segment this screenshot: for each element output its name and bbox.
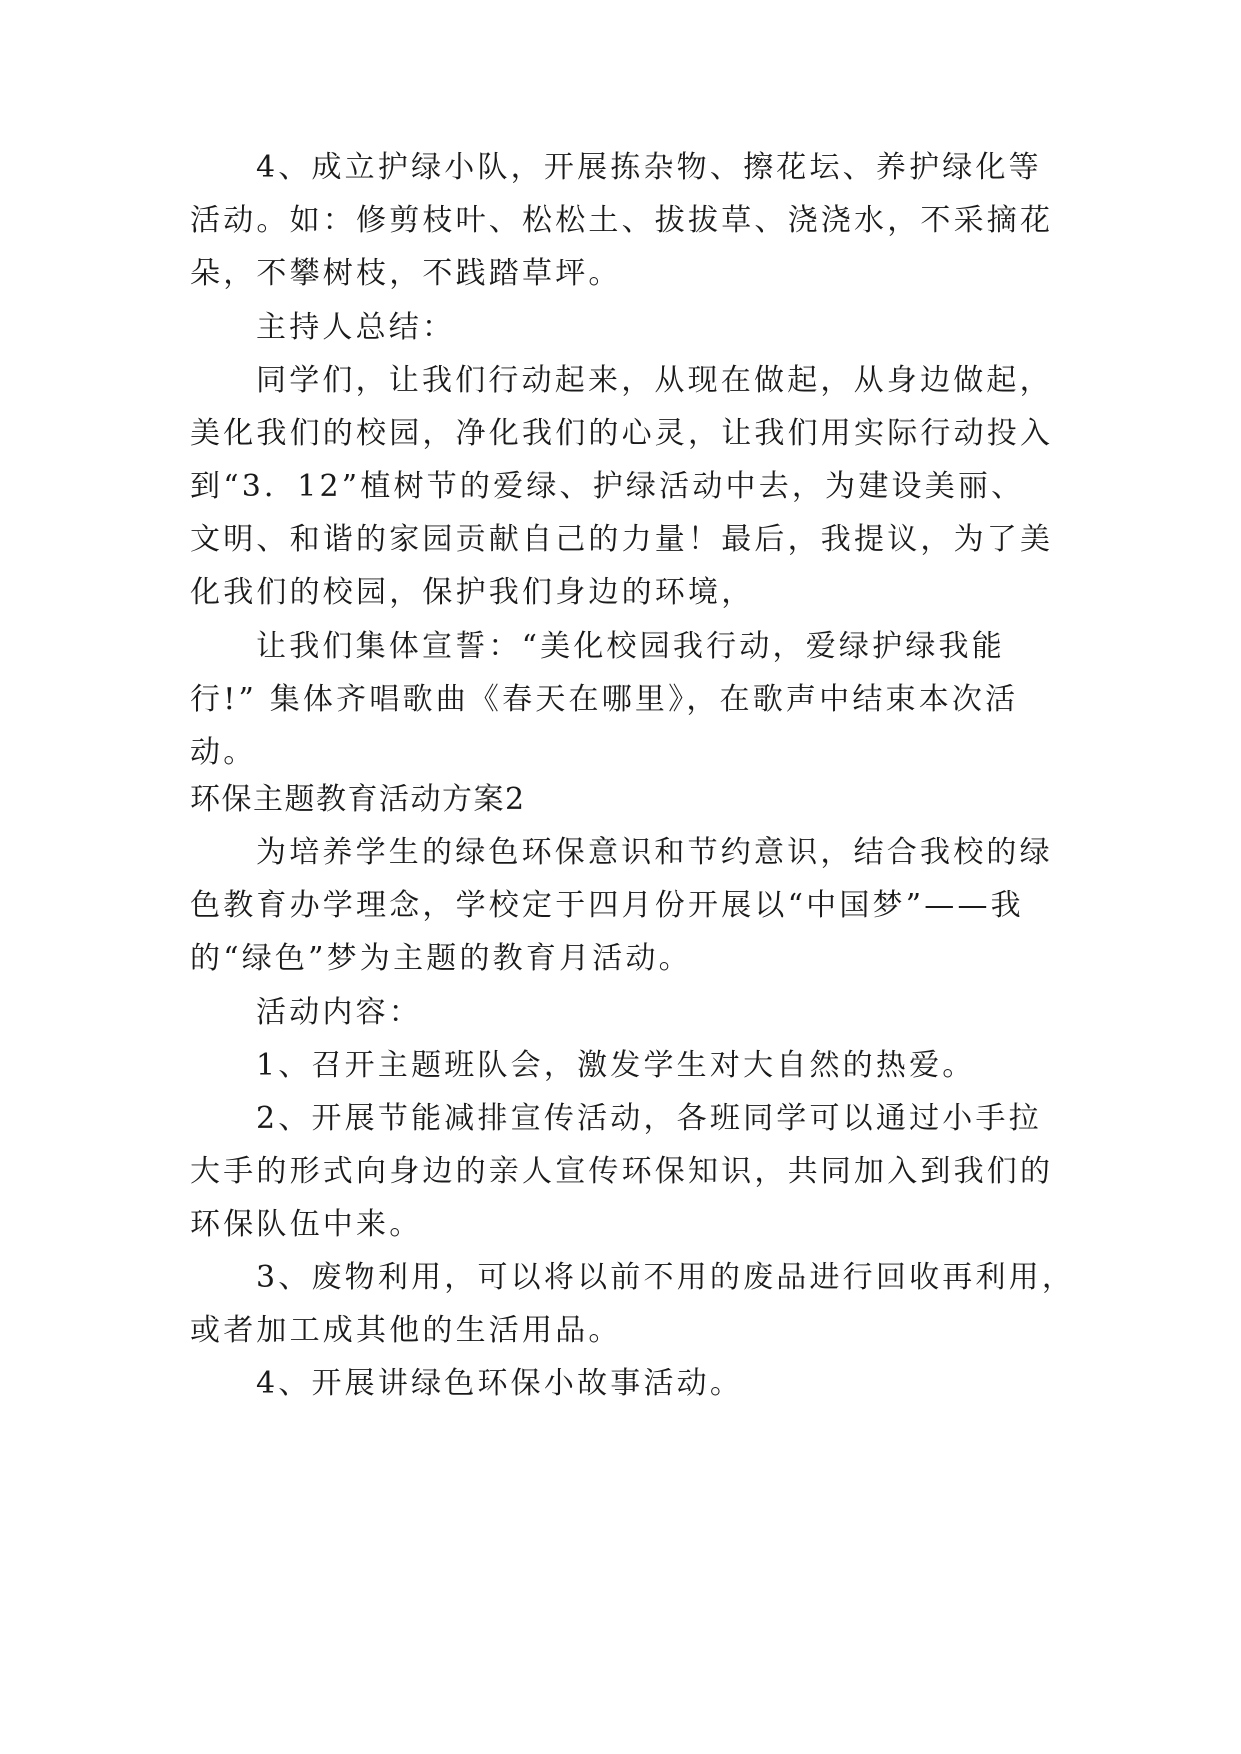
paragraph-line: 朵，不攀树枝，不践踏草坪。 [190, 256, 622, 291]
paragraph-line: 的“绿色”梦为主题的教育月活动。 [190, 941, 692, 976]
paragraph-line: 美化我们的校园，净化我们的心灵，让我们用实际行动投入 [190, 416, 1054, 451]
paragraph-line: 到“3．12”植树节的爱绿、护绿活动中去，为建设美丽、 [190, 469, 1025, 504]
section-heading: 环保主题教育活动方案2 [190, 782, 526, 817]
paragraph-line: 1、召开主题班队会，激发学生对大自然的热爱。 [256, 1048, 976, 1083]
paragraph-line: 4、开展讲绿色环保小故事活动。 [256, 1366, 744, 1401]
paragraph-line: 活动内容： [256, 995, 422, 1030]
paragraph-line: 色教育办学理念，学校定于四月份开展以“中国梦”——我 [190, 888, 1024, 923]
paragraph-line: 为培养学生的绿色环保意识和节约意识，结合我校的绿 [256, 835, 1053, 870]
paragraph-line: 2、开展节能减排宣传活动，各班同学可以通过小手拉 [256, 1101, 1042, 1136]
paragraph-line: 同学们，让我们行动起来，从现在做起，从身边做起， [256, 363, 1053, 398]
paragraph-line: 活动。如：修剪枝叶、松松土、拔拔草、浇浇水，不采摘花 [190, 203, 1054, 238]
paragraph-line: 环保队伍中来。 [190, 1207, 423, 1242]
paragraph-line: 大手的形式向身边的亲人宣传环保知识，共同加入到我们的 [190, 1154, 1054, 1189]
paragraph-line: 行!” 集体齐唱歌曲《春天在哪里》，在歌声中结束本次活 [190, 682, 1019, 717]
paragraph-line: 化我们的校园，保护我们身边的环境， [190, 575, 755, 610]
paragraph-line: 文明、和谐的家园贡献自己的力量！最后，我提议，为了美 [190, 522, 1054, 557]
paragraph-line: 4、成立护绿小队，开展拣杂物、擦花坛、养护绿化等 [256, 150, 1042, 185]
paragraph-line: 让我们集体宣誓：“美化校园我行动，爱绿护绿我能 [256, 629, 1005, 664]
paragraph-line: 动。 [190, 735, 257, 770]
paragraph-line: 或者加工成其他的生活用品。 [190, 1313, 622, 1348]
paragraph-line: 3、废物利用，可以将以前不用的废品进行回收再利用， [256, 1260, 1076, 1295]
paragraph-line: 主持人总结： [256, 310, 456, 345]
